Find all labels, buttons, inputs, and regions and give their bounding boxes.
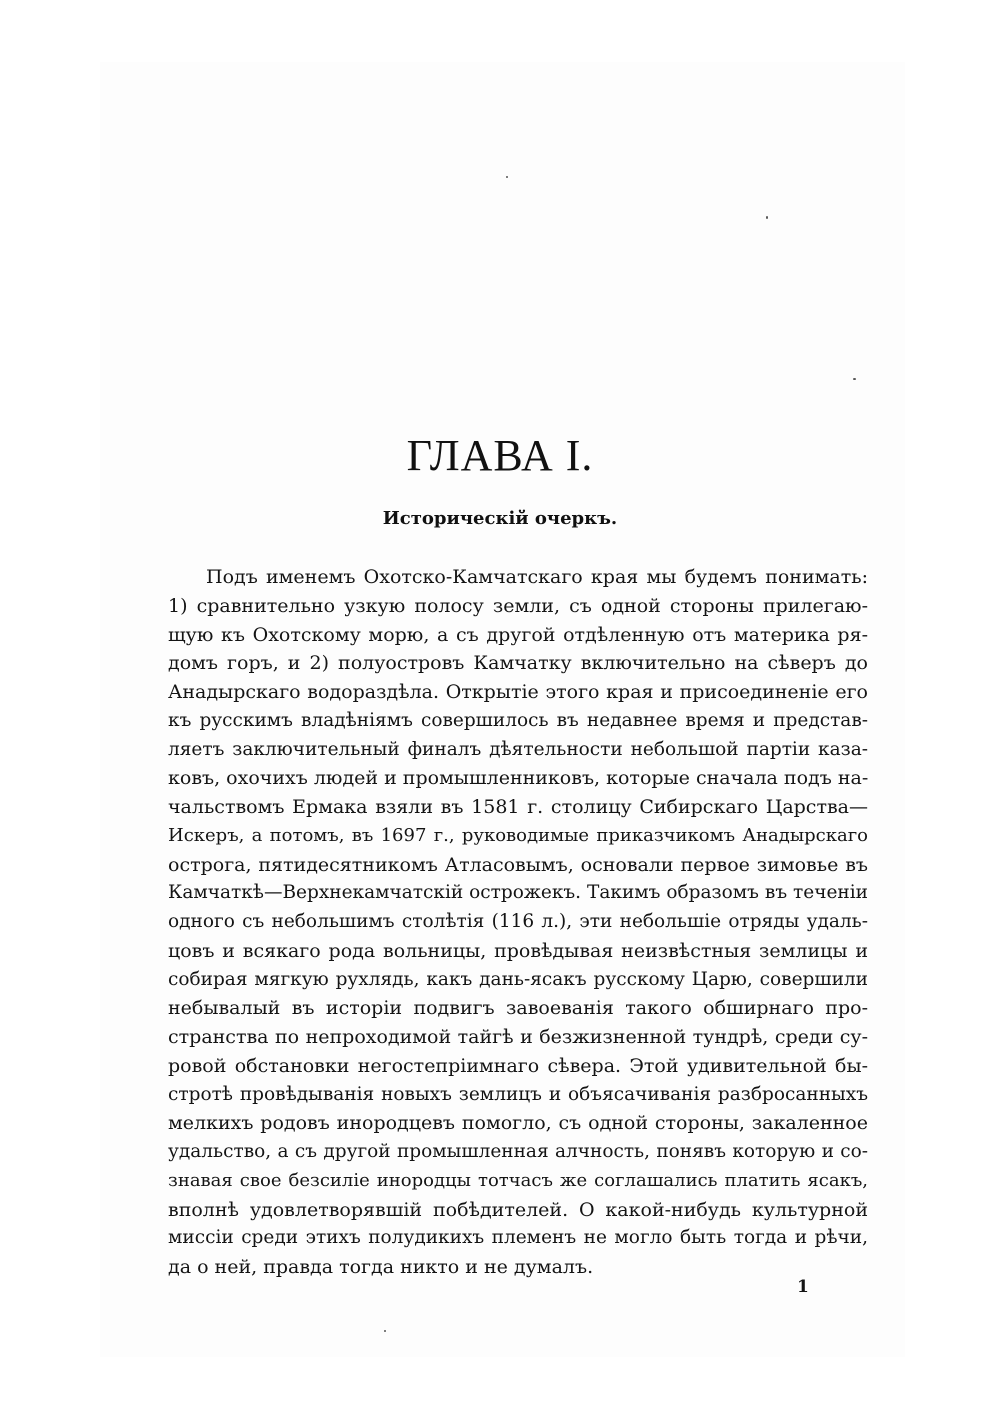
text-line: Камчаткѣ—Верхнекамчатскій острожекъ. Такимъ образомъ въ теченіи [168, 882, 868, 904]
text-line: къ русскимъ владѣніямъ совершилось въ недавнее время и представ- [168, 709, 868, 731]
text-line: острога, пятидесятникомъ Атласовымъ, основали первое зимовье въ [168, 853, 868, 876]
text-line: мелкихъ родовъ инородцевъ помогло, съ одной стороны, закаленное [168, 1112, 868, 1135]
text-line: Искеръ, а потомъ, въ 1697 г., руководимые приказчикомъ Анадырскаго [168, 824, 868, 846]
text-line: Подъ именемъ Охотско-Камчатскаго края мы будемъ понимать: [206, 566, 868, 588]
text-line: знавая свое безсиліе инородцы тотчасъ же соглашались платить ясакъ, [168, 1169, 868, 1191]
text-line: щую къ Охотскому морю, а съ другой отдѣленную отъ материка ря- [168, 623, 868, 646]
text-line: ковъ, охочихъ людей и промышленниковъ, которые сначала подъ на- [168, 767, 869, 790]
text-line: ровой обстановки негостепріимнаго сѣвера. Этой удивительной бы- [168, 1054, 868, 1077]
text-line: собирая мягкую рухлядь, какъ дань-ясакъ русскому Царю, совершили [168, 968, 868, 990]
text-line: цовъ и всякаго рода вольницы, провѣдывая неизвѣстныя землицы и [168, 939, 868, 962]
scan-speck [853, 378, 856, 380]
text-line: чальствомъ Ермака взяли въ 1581 г. столицу Сибирскаго Царства— [168, 796, 868, 818]
text-line: удальство, а съ другой промышленная алчность, понявъ которую и со- [168, 1141, 868, 1162]
text-line: вполнѣ удовлетворявшій побѣдителей. О какой-нибудь культурной [168, 1198, 868, 1221]
text-line: небывалый въ исторіи подвигъ завоеванія такого обширнаго про- [168, 997, 868, 1020]
text-line: миссіи среди этихъ полудикихъ племенъ не могло быть тогда и рѣчи, [168, 1227, 868, 1249]
text-line: да о ней, правда тогда никто и не думалъ. [168, 1256, 594, 1278]
text-line: одного съ небольшимъ столѣтія (116 л.), эти небольшіе отряды удаль- [168, 911, 868, 932]
body-paragraph [168, 563, 868, 1282]
text-line: Анадырскаго водораздѣла. Открытіе этого края и присоединеніе его [168, 681, 868, 703]
text-line: странства по непроходимой тайгѣ и безжизненной тундрѣ, среди су- [168, 1026, 868, 1048]
text-line: домъ горъ, и 2) полуостровъ Камчатку включительно на сѣверъ до [168, 652, 868, 675]
chapter-subtitle: Историческій очеркъ. [382, 508, 618, 529]
scan-speck [766, 216, 768, 219]
text-line: 1) сравнительно узкую полосу земли, съ одной стороны прилегаю- [168, 594, 868, 617]
scan-speck [384, 1330, 386, 1332]
scan-speck [506, 176, 508, 178]
page-number: 1 [797, 1277, 809, 1297]
text-line: стротѣ провѣдыванія новыхъ землицъ и объясачиванія разбросанныхъ [168, 1083, 868, 1105]
text-line: ляетъ заключительный финалъ дѣятельности небольшой партіи каза- [168, 738, 868, 760]
chapter-title: ГЛАВА I. [406, 431, 594, 480]
